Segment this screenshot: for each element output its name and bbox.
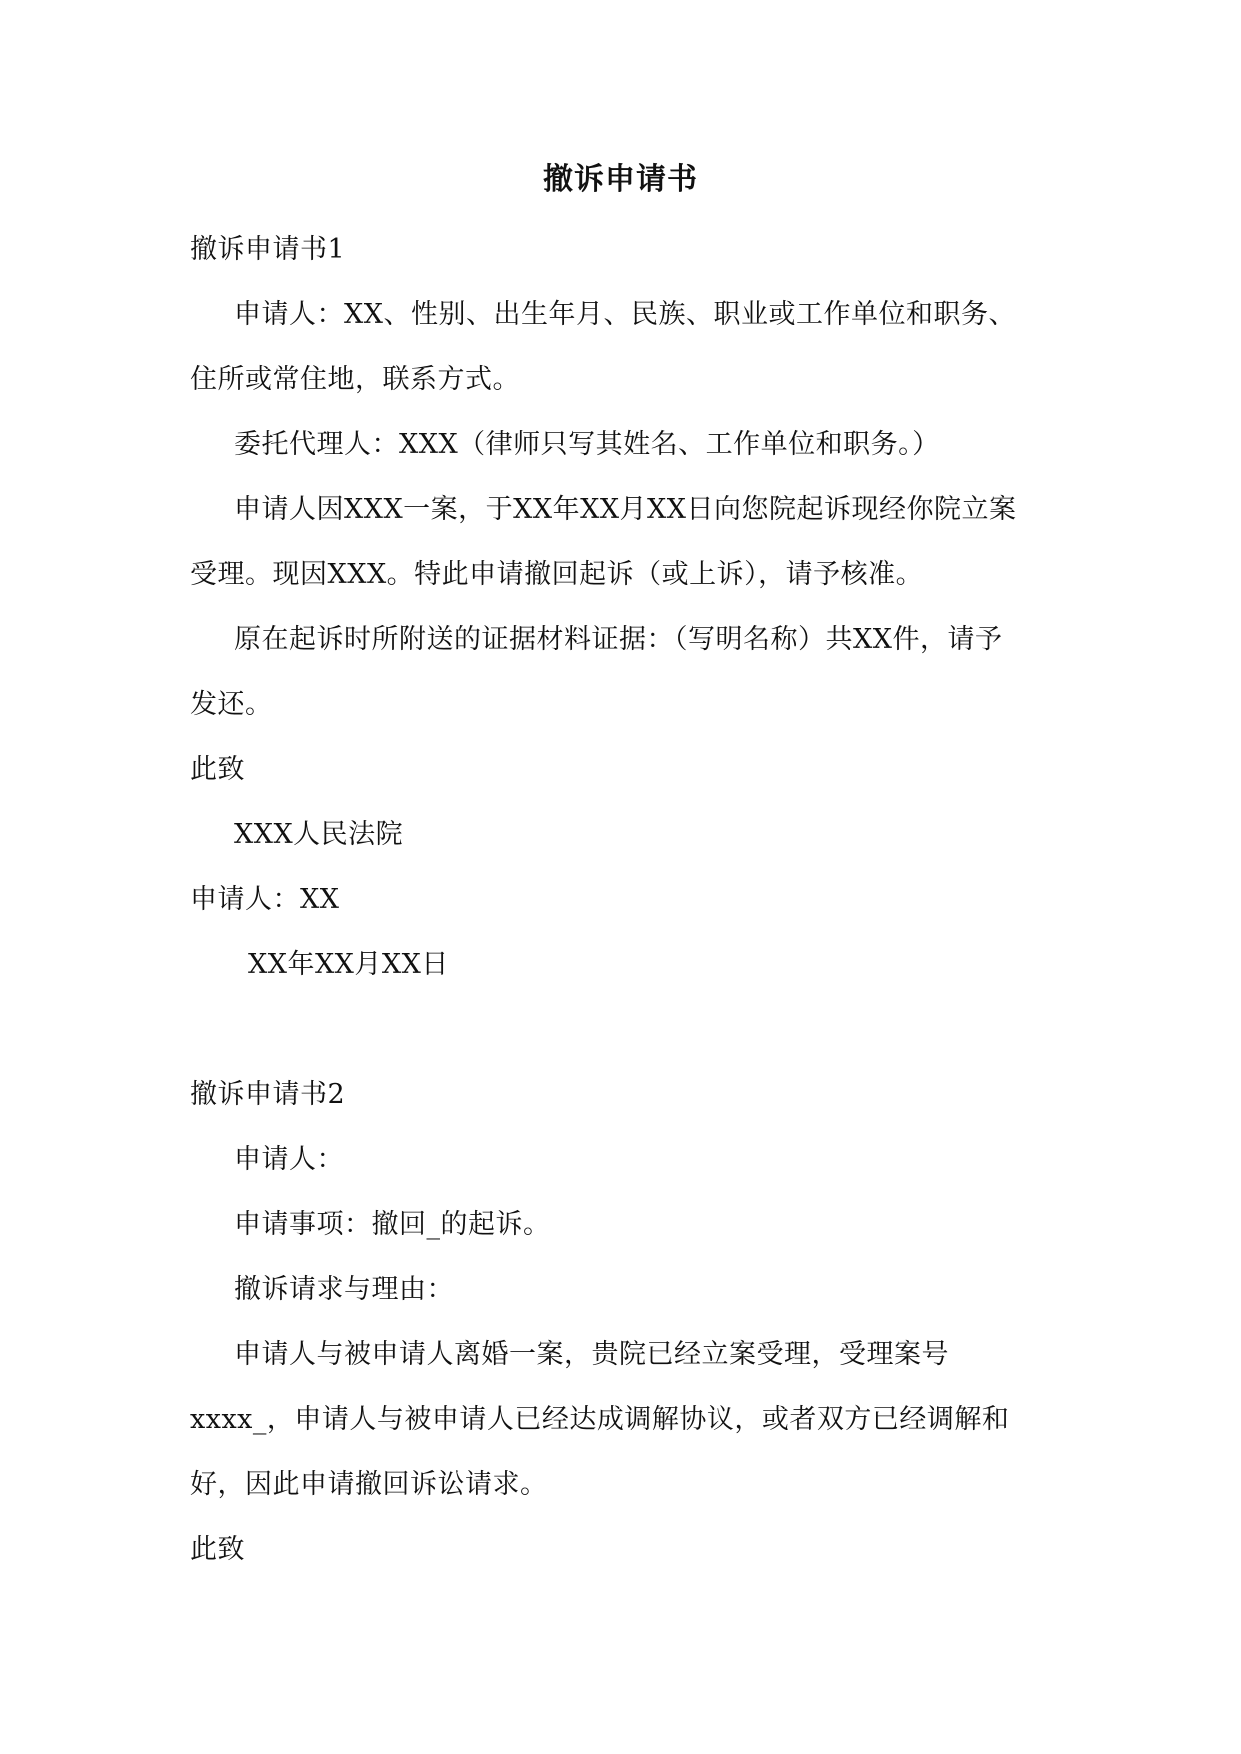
- signature-line: 申请人：XX: [190, 884, 340, 915]
- recipient-line: XXX人民法院: [234, 819, 404, 850]
- paragraph-line: 原在起诉时所附送的证据材料证据：（写明名称）共XX件，请予: [234, 624, 1003, 655]
- paragraph-line: 申请人与被申请人离婚一案，贵院已经立案受理，受理案号: [234, 1339, 949, 1370]
- paragraph-line: 受理。现因XXX。特此申请撤回起诉（或上诉），请予核准。: [190, 559, 924, 590]
- paragraph-line: 委托代理人：XXX（律师只写其姓名、工作单位和职务。）: [234, 429, 940, 460]
- salutation-line: 此致: [190, 1534, 245, 1565]
- paragraph-line: 住所或常住地，联系方式。: [190, 364, 520, 395]
- paragraph-line: 好，因此申请撤回诉讼请求。: [190, 1469, 548, 1500]
- paragraph-line: 发还。: [190, 689, 273, 720]
- paragraph-line: 撤诉请求与理由：: [234, 1274, 454, 1305]
- paragraph-line: xxxx_，申请人与被申请人已经达成调解协议，或者双方已经调解和: [190, 1404, 1010, 1435]
- section-heading-1: 撤诉申请书1: [190, 234, 346, 265]
- paragraph-line: 申请人：XX、性别、出生年月、民族、职业或工作单位和职务、: [234, 299, 1016, 330]
- salutation-line: 此致: [190, 754, 245, 785]
- paragraph-line: 申请事项：撤回_的起诉。: [234, 1209, 551, 1240]
- paragraph-line: 申请人因XXX一案，于XX年XX月XX日向您院起诉现经你院立案: [234, 494, 1017, 525]
- section-heading-2: 撤诉申请书2: [190, 1079, 346, 1110]
- document-title: 撤诉申请书: [543, 162, 698, 197]
- date-line: XX年XX月XX日: [248, 949, 449, 980]
- paragraph-line: 申请人：: [234, 1144, 344, 1175]
